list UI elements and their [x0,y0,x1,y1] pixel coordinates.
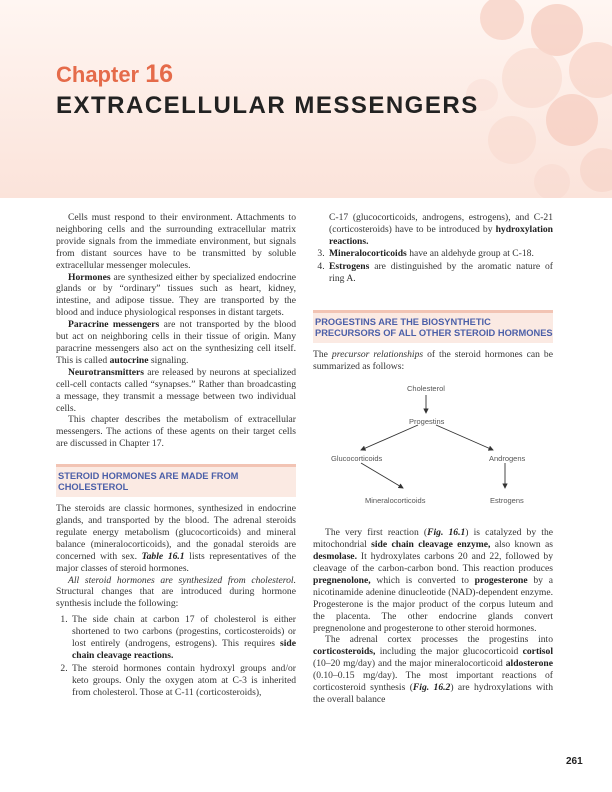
decorative-circles [462,0,612,198]
steroid-precursor-diagram [313,375,553,515]
list-item: 1. The side chain at carbon 17 of cholesterol is either shortened to two carbons (progestins, corticosteroids) or lost entirely (androgens, estrogens). This requires side chain cleavage reactions. [70,614,296,662]
list-item-continued: C-17 (glucocorticoids, androgens, estrogens), and C-21 (corticosteroids) have to be introduced by hydroxylation reactions. [329,212,553,247]
paragraph: The very first reaction (Fig. 16.1) is catalyzed by the mitochondrial side chain cleavage enzyme, also known as desmolase. It hydroxylates carbons 20 and 22, followed by cleavage of the carbon-carbon bond. This reaction produces pregnenolone, which is converted to progesterone by a nicotinamide adenine dinucleotide (NAD)-dependent enzyme. Progesterone is the major product of the corpus luteum and the placenta. The other endocrine glands convert pregnenolone and progesterone to other steroid hormones. [313,527,554,634]
list-item: 2. The steroid hormones contain hydroxyl groups and/or keto groups. Only the oxygen atom at C-3 is inherited from cholesterol. Those at C-11 (corticosteroids), [70,663,296,699]
right-column [313,212,553,706]
paragraph: Neurotransmitters are released by neurons at specialized cell-cell contacts called “synapses.” Rather than broadcasting a message, they transmit a message between two individual cells. [56,366,296,414]
paragraph: The precursor relationships of the steroid hormones can be summarized as follows: [313,349,553,373]
synthesis-changes-list [56,614,296,698]
paragraph: The adrenal cortex processes the progestins into corticosteroids, including the major glucocorticoid cortisol (10–20 mg/day) and the major mineralocorticoid aldosterone (0.10–0.15 mg/day). The most important reactions of corticosteroid synthesis (Fig. 16.2) are hydroxylations with the overall balance [313,634,553,705]
list-item: 3. Mineralocorticoids have an aldehyde group at C-18. [327,248,553,260]
list-item: 4. Estrogens are distinguished by the aromatic nature of ring A. [327,261,553,285]
chapter-title: EXTRACELLULAR MESSENGERS [56,92,479,119]
node-estrogens: Estrogens [490,496,524,506]
diagram-arrows [313,375,553,515]
left-column [56,212,296,700]
paragraph: This chapter describes the metabolism of extracellular messengers. The actions of these agents on their target cells are discussed in Chapter 17. [56,414,296,450]
chapter-number: 16 [145,60,174,88]
synthesis-changes-list-continued [313,248,553,285]
node-mineralocorticoids: Mineralocorticoids [365,496,426,506]
section-heading: STEROID HORMONES ARE MADE FROM CHOLESTEROL [56,464,296,497]
paragraph: Cells must respond to their environment. Attachments to neighboring cells and the surrounding extracellular matrix provide signals from the immediate environment, but signals from distant sources have to be transmitted by soluble extracellular messenger molecules. [56,212,296,271]
chapter-label [56,60,173,89]
section-heading: PROGESTINS ARE THE BIOSYNTHETIC PRECURSORS OF ALL OTHER STEROID HORMONES [313,310,553,343]
node-progestins: Progestins [409,417,445,427]
paragraph: Paracrine messengers are not transported by the blood but act on neighboring cells in their tissue of origin. Many paracrine messengers also act on the synthesizing cell itself. This is called autocrine signaling. [56,319,297,366]
paragraph: The steroids are classic hormones, synthesized in endocrine glands, and transported by the blood. The adrenal steroids regulate energy metabolism (glucocorticoids) and mineral balance (mineralocorticoids), and the gonadal steroids are concerned with sex. Table 16.1 lists representatives of the major classes of steroid hormones. [56,503,296,574]
paragraph: Hormones are synthesized either by specialized endocrine glands or by “ordinary” tissues such as heart, kidney, intestine, and adipose tissue. They are transported by the blood and induce physiological responses in distant targets. [56,271,296,319]
node-glucocorticoids: Glucocorticoids [331,454,383,464]
paragraph: All steroid hormones are synthesized from cholesterol. Structural changes that are introduced during hormone synthesis include the following: [56,574,296,610]
node-androgens: Androgens [489,454,526,464]
page-number: 261 [566,756,583,767]
node-cholesterol: Cholesterol [407,384,445,394]
chapter-word: Chapter [56,62,140,87]
